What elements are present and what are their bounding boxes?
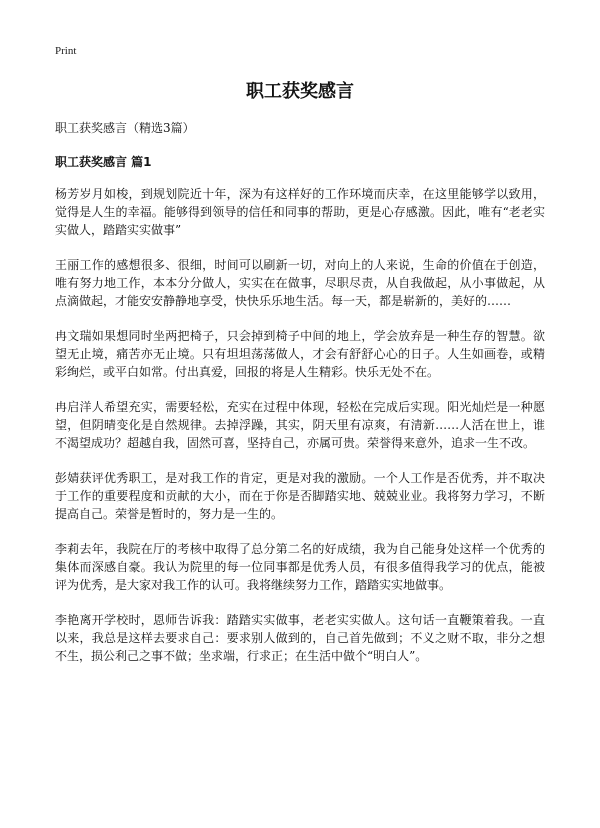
document-subtitle: 职工获奖感言（精选3篇） — [55, 121, 195, 135]
print-label: Print — [55, 45, 77, 57]
paragraph-liyan: 李艳离开学校时，恩师告诉我：踏踏实实做事，老老实实做人。这句话一直鞭策着我。一直以来，我总是这样去要求自己：要求别人做到的，自己首先做到；不义之财不取，非分之想不生，损公利己之事不做；坐求端，行求正；在生活中做个“明白人”。 — [55, 613, 545, 663]
paragraph-yangfang: 杨芳岁月如梭，到规划院近十年，深为有这样好的工作环境而庆幸，在这里能够学以致用，觉得是人生的幸福。能够得到领导的信任和同事的帮助，更是心存感激。因此，唯有“老老实实做人，踏踏实实做事” — [55, 187, 545, 237]
paragraph-ranqiyang: 冉启洋人希望充实，需要轻松，充实在过程中体现，轻松在完成后实现。阳光灿烂是一种愿望，但阴晴变化是自然规律。去掉浮躁，其实，阴天里有凉爽，有清新……人活在世上，谁不渴望成功？超越自我，固然可喜，坚持自己，亦属可贵。荣誉得来意外，追求一生不改。 — [55, 400, 545, 450]
page-title: 职工获奖感言 — [246, 81, 354, 102]
paragraph-pengjing: 彭婧获评优秀职工，是对我工作的肯定，更是对我的激励。一个人工作是否优秀，并不取决于工作的重要程度和贡献的大小，而在于你是否脚踏实地、兢兢业业。我将努力学习，不断提高自己。荣誉是暂时的，努力是一生的。 — [55, 471, 545, 521]
paragraph-wangli: 王丽工作的感想很多、很细，时间可以刷新一切，对向上的人来说，生命的价值在于创造，唯有努力地工作，本本分分做人，实实在在做事，尽职尽责，从自我做起，从小事做起，从点滴做起，才能安安静静地享受，快快乐乐地生活。每一天，都是崭新的，美好的…… — [55, 258, 545, 308]
paragraph-lili: 李莉去年，我院在厅的考核中取得了总分第二名的好成绩，我为自己能身处这样一个优秀的集体而深感自豪。我认为院里的每一位同事都是优秀人员，有很多值得我学习的优点，能被评为优秀，是大家对我工作的认可。我将继续努力工作，踏踏实实地做事。 — [55, 542, 545, 592]
paragraph-ranwenrui: 冉文瑞如果想同时坐两把椅子，只会掉到椅子中间的地上，学会放弃是一种生存的智慧。欲望无止境，痛苦亦无止境。只有坦坦荡荡做人，才会有舒舒心心的日子。人生如画卷，或精彩绚烂，或平白如常。付出真爱，回报的将是人生精彩。快乐无处不在。 — [55, 329, 545, 379]
section-heading: 职工获奖感言 篇1 — [55, 155, 152, 169]
